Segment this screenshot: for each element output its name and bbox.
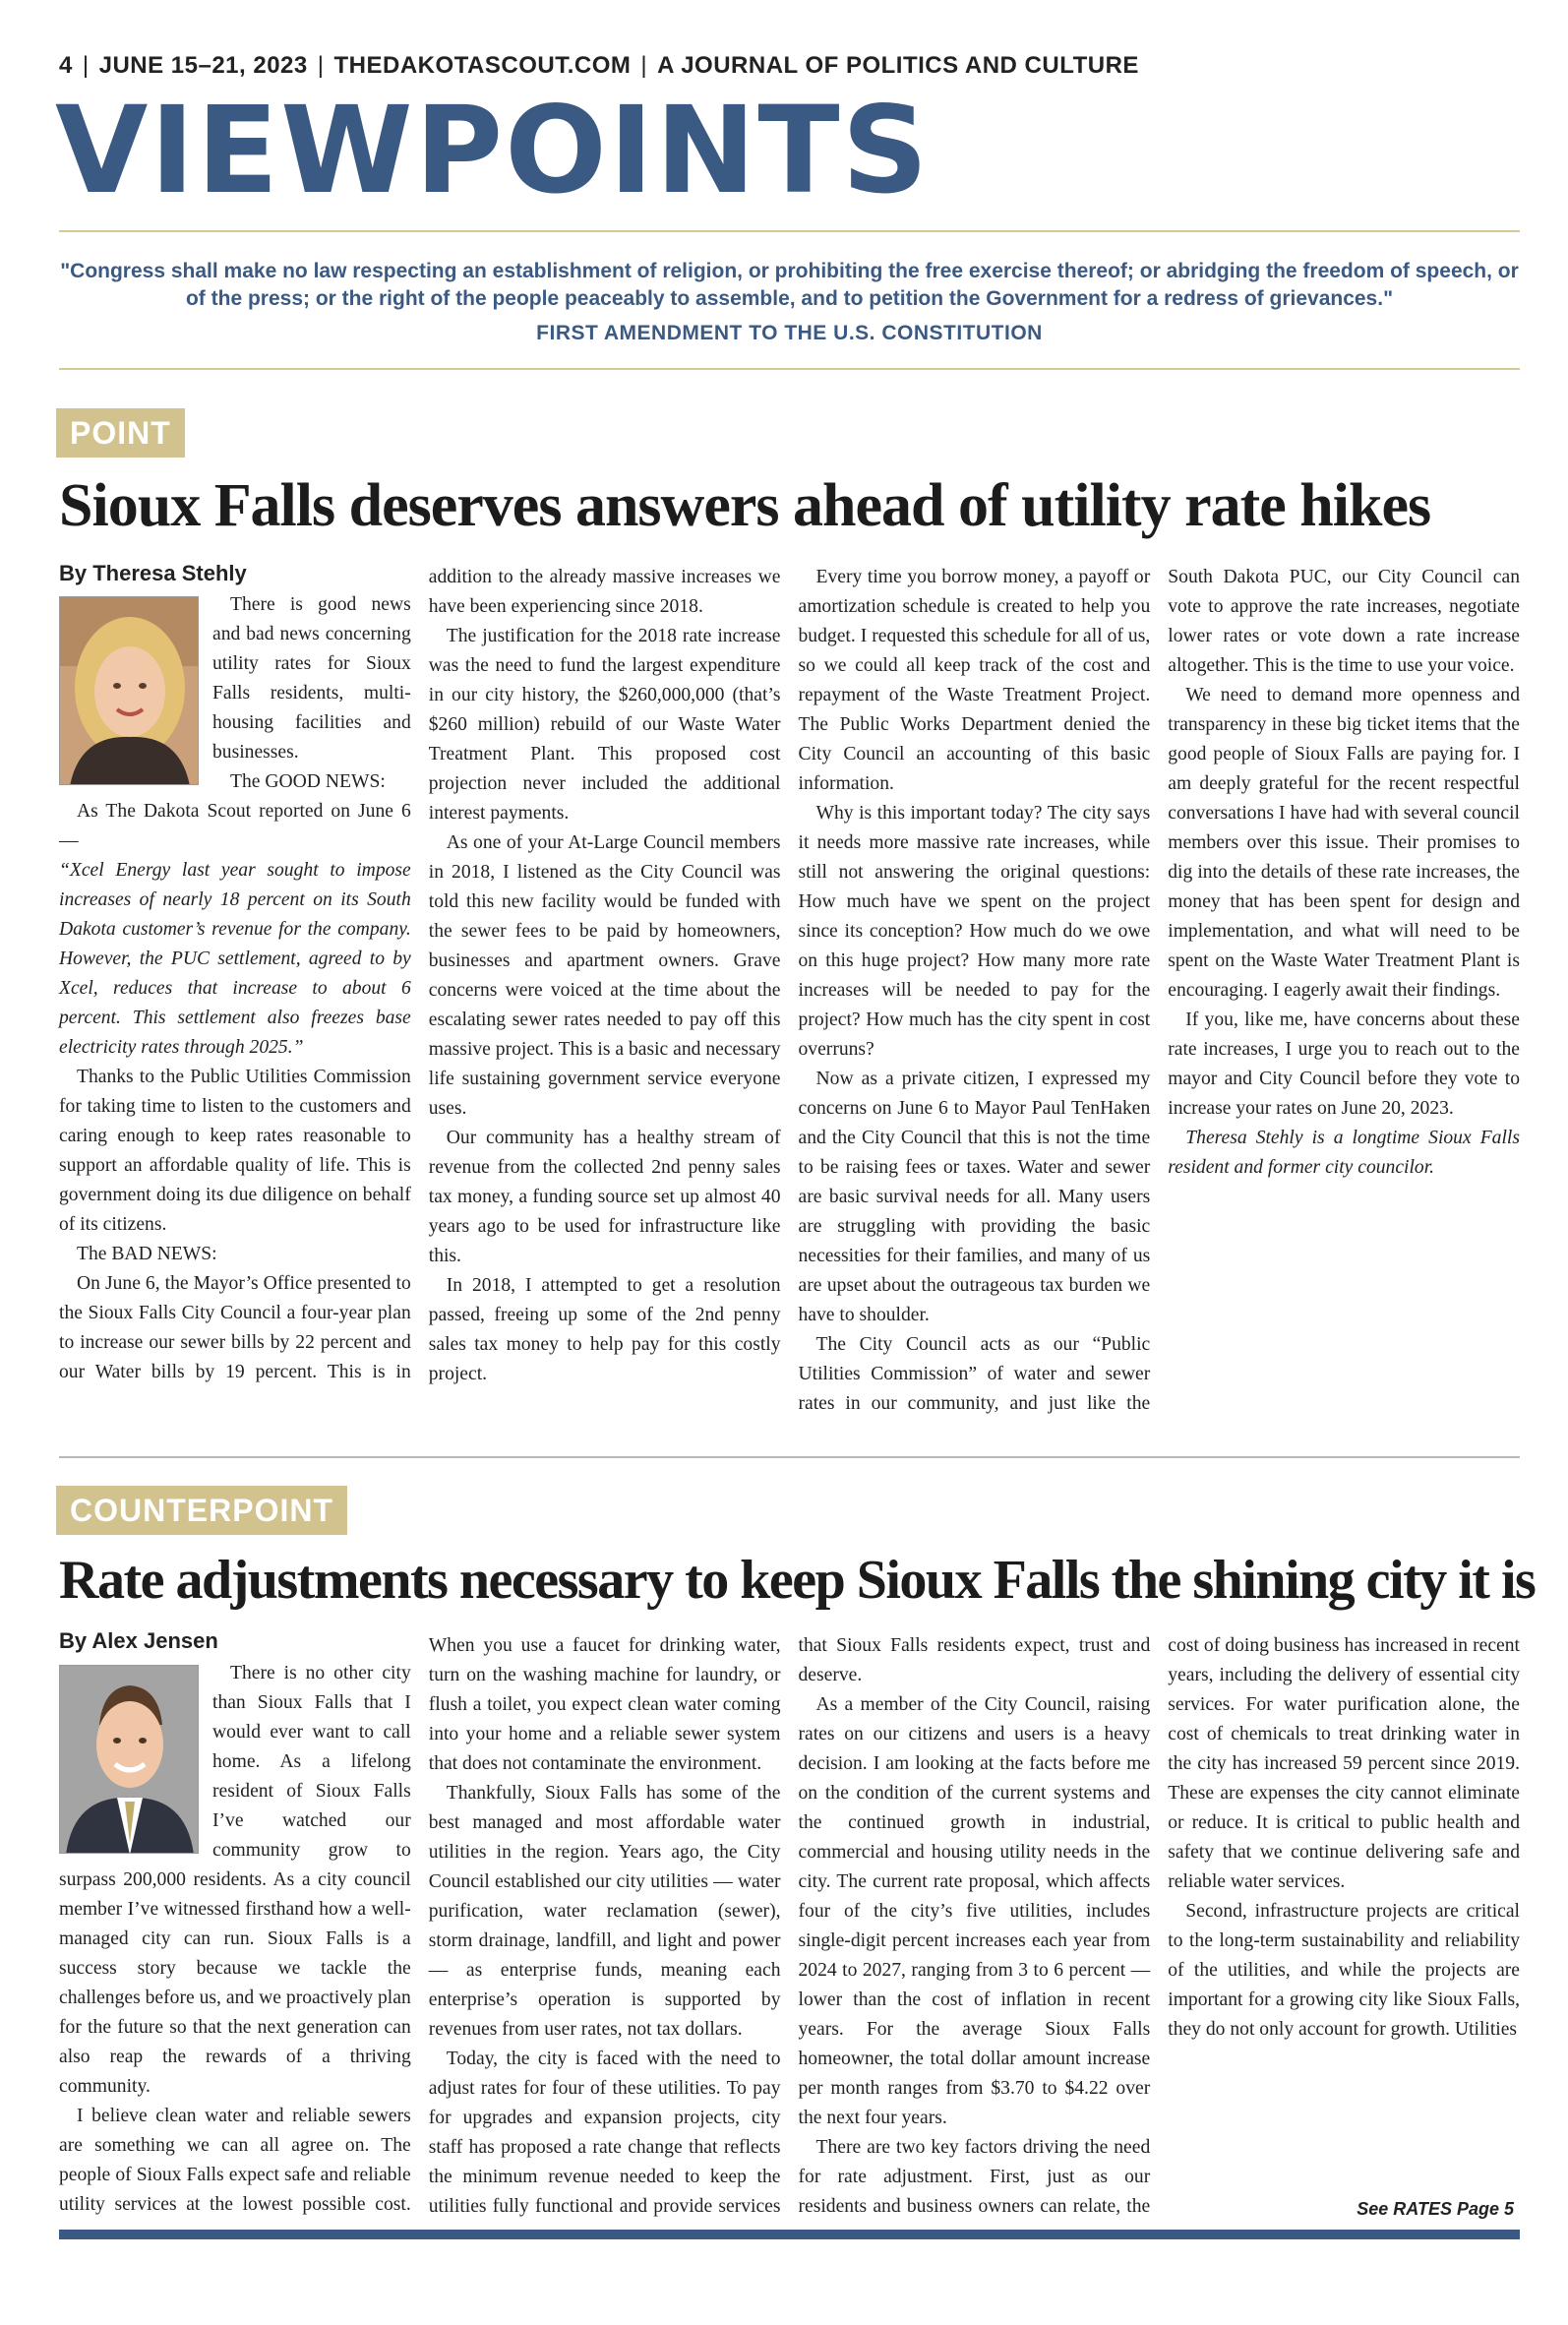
continued-jump-line[interactable]: See RATES Page 5 bbox=[1357, 2199, 1514, 2219]
website-link[interactable]: THEDAKOTASCOUT.COM bbox=[333, 52, 632, 79]
point-paragraph: There is good news and bad news concerning utility rates for Sioux Falls residents, multi-housing facilities and businesses. bbox=[212, 594, 411, 763]
counterpoint-paragraph: Thankfully, Sioux Falls has some of the best managed and most affordable water utilities in the region. Years ago, the City Council established our city utilities — water purification, water reclamation (sewer), storm drainage, landfill, and light and power — as enterprise funds, meaning each enterprise’s operation is supported by revenues from user rates, not tax dollars. bbox=[428, 1783, 781, 2040]
portrait-stehly-icon bbox=[60, 597, 199, 785]
point-paragraph: Every time you borrow money, a payoff or amortization schedule is created to help you budget. I requested this schedule for all of us, so we could all keep track of the cost and repayment of the Waste Treatment Project. The Public Works Department denied the City Council an accounting of this basic information. bbox=[798, 567, 1151, 794]
issue-date: JUNE 15–21, 2023 bbox=[98, 52, 308, 79]
point-tag: POINT bbox=[56, 408, 185, 458]
point-article-body bbox=[59, 563, 1520, 1429]
counterpoint-paragraph: There are two key factors driving the need for rate adjustment. First, just as our residents and business owners can relate, the cost of doing business has increased in recent years, including the delivery of essential city services. For water purification alone, the cost of chemicals to treat drinking water in the city has increased 59 percent since 2019. These are expenses the city cannot eliminate or reduce. It is critical to public health and safety that we continue delivering safe and reliable water services. bbox=[798, 1635, 1520, 2217]
point-paragraph: The justification for the 2018 rate increase was the need to fund the largest expenditure in our city history, the $260,000,000 (that’s $260 million) rebuild of our Waste Water Treatment Plant. This proposed cost projection never included the additional interest payments. bbox=[428, 626, 781, 824]
folio-line: 4 | JUNE 15–21, 2023 | THEDAKOTASCOUT.COM | A JOURNAL OF POLITICS AND CULTURE bbox=[59, 52, 1139, 79]
counterpoint-article-body bbox=[59, 1631, 1520, 2222]
counterpoint-paragraph: As a member of the City Council, raising rates on our citizens and users is a heavy decision. I am looking at the facts before me on the condition of the current systems and the continued growth in industrial, commercial and housing utility needs in the city. The current rate proposal, which affects four of the city’s five utilities, includes single-digit percent increases each year from 2024 to 2027, ranging from 3 to 6 percent — lower than the cost of inflation in recent years. For the average Sioux Falls homeowner, the total dollar amount increase per month ranges from $3.70 to $4.22 over the next four years. bbox=[798, 1694, 1151, 2128]
portrait-jensen-icon bbox=[60, 1666, 199, 1854]
point-paragraph: The City Council acts as our “Public Utilities Commission” of water and sewer rates in our community, and just like the South Dakota PUC, our City Council can vote to approve the rate increases, negotiate lower rates or vote down a rate increase altogether. This is the time to use your voice. bbox=[798, 567, 1520, 1414]
amendment-source: FIRST AMENDMENT TO THE U.S. CONSTITUTION bbox=[536, 322, 1043, 344]
point-paragraph: We need to demand more openness and transparency in these big ticket items that the good people of Sioux Falls are paying for. I am deeply grateful for the recent respectful conversations I have had with several council members over this issue. Their promises to dig into the details of these rate increases, the money that has been spent for design and implementation, and what will need to be spent on the Waste Water Treatment Plant is encouraging. I eagerly await their findings. bbox=[1168, 685, 1520, 1001]
masthead-rule bbox=[59, 230, 1520, 232]
point-paragraph: As The Dakota Scout reported on June 6 — bbox=[59, 801, 411, 851]
author-photo-stehly bbox=[59, 596, 199, 785]
counterpoint-paragraph: Second, infrastructure projects are critical to the long-term sustainability and reliability of the utilities, and while the projects are important for a growing city like Sioux Falls, they do not only account for growth. Utilities bbox=[1168, 1901, 1520, 2040]
counterpoint-byline: By Alex Jensen bbox=[59, 1628, 218, 1653]
point-headline: Sioux Falls deserves answers ahead of utility rate hikes bbox=[59, 472, 1431, 539]
point-paragraph: Our community has a healthy stream of revenue from the collected 2nd penny sales tax money, a funding source set up almost 40 years ago to be used for infrastructure like this. bbox=[428, 1128, 781, 1266]
point-paragraph: If you, like me, have concerns about these rate increases, I urge you to reach out to the mayor and City Council before they vote to increase your rates on June 20, 2023. bbox=[1168, 1010, 1520, 1119]
counterpoint-tag: COUNTERPOINT bbox=[56, 1486, 347, 1535]
point-paragraph: The BAD NEWS: bbox=[77, 1244, 217, 1264]
author-photo-jensen bbox=[59, 1665, 199, 1854]
section-divider bbox=[59, 1456, 1520, 1458]
point-paragraph: On June 6, the Mayor’s Office presented to the Sioux Falls City Council a four-year plan to increase our sewer bills by 22 percent and our Water bills by 19 percent. This is in addition to the already massive increases we have been experiencing since 2018. bbox=[59, 567, 781, 1382]
point-author-bio: Theresa Stehly is a longtime Sioux Falls resident and former city councilor. bbox=[1168, 1128, 1520, 1178]
point-paragraph: The GOOD NEWS: bbox=[230, 771, 386, 792]
counterpoint-paragraph: I believe clean water and reliable sewers are something we can all agree on. The people of Sioux Falls expect safe and reliable utility services at the lowest possible cost. When you use a faucet for drinking water, turn on the washing machine for laundry, or flush a toilet, you expect clean water coming into your home and a reliable sewer system that does not contaminate the environment. bbox=[59, 1635, 781, 2215]
footer-bar bbox=[59, 2230, 1520, 2239]
amendment-quote: "Congress shall make no law respecting an establishment of religion, or prohibiting the free exercise thereof; or abridging the freedom of speech, or of the press; or the right of the people peaceably to assemble, and to petition the Government for a redress of grievances." bbox=[60, 260, 1519, 310]
counterpoint-paragraph: Today, the city is faced with the need to adjust rates for four of these utilities. To pay for upgrades and expansion projects, city staff has proposed a rate change that reflects the minimum revenue needed to keep the utilities fully functional and provide services that Sioux Falls residents expect, trust and deserve. bbox=[428, 1635, 1151, 2217]
page-number: 4 bbox=[59, 52, 73, 79]
amendment-rule bbox=[59, 368, 1520, 370]
point-paragraph: As one of your At-Large Council members in 2018, I listened as the City Council was told this new facility would be funded with the sewer fees to be paid by homeowners, businesses and apartment owners. Grave concerns were voiced at the time about the escalating sewer rates needed to pay off this massive project. This is a basic and necessary life sustaining government service everyone uses. bbox=[428, 832, 781, 1119]
counterpoint-headline: Rate adjustments necessary to keep Sioux Falls the shining city it is bbox=[59, 1550, 1536, 1611]
publication-tagline: A JOURNAL OF POLITICS AND CULTURE bbox=[657, 52, 1139, 79]
point-paragraph: Why is this important today? The city says it needs more massive rate increases, while still not answering the original questions: How much have we spent on the project since its conception? How much do we owe on this huge project? How many more rate increases will be needed to pay for the project? How much has the city spent in cost overruns? bbox=[798, 803, 1151, 1060]
counterpoint-paragraph: There is no other city than Sioux Falls that I would ever want to call home. As a lifelong resident of Sioux Falls I’ve watched our community grow to surpass 200,000 residents. As a city council member I’ve witnessed firsthand how a well-managed city can run. Sioux Falls is a success story because we tackle the challenges before us, and we proactively plan for the future so that the next generation can also reap the rewards of a thriving community. bbox=[59, 1663, 411, 2097]
point-byline: By Theresa Stehly bbox=[59, 561, 247, 585]
section-masthead: VIEWPOINTS bbox=[55, 81, 931, 220]
point-paragraph: Now as a private citizen, I expressed my concerns on June 6 to Mayor Paul TenHaken and the City Council that this is not the time to be raising fees or taxes. Water and sewer are basic survival needs for all. Many users are struggling with providing the basic necessities for their families, and many of us are upset about the outrageous tax burden we have to shoulder. bbox=[798, 1069, 1151, 1325]
point-paragraph: Thanks to the Public Utilities Commission for taking time to listen to the customers and caring enough to keep rates reasonable to support an affordable quality of life. This is government doing its due diligence on behalf of its citizens. bbox=[59, 1067, 411, 1235]
point-paragraph: In 2018, I attempted to get a resolution passed, freeing up some of the 2nd penny sales tax money to help pay for this costly project. bbox=[428, 1275, 781, 1384]
point-quote-paragraph: “Xcel Energy last year sought to impose increases of nearly 18 percent on its South Dakota customer’s revenue for the company. However, the PUC settlement, agreed to by Xcel, reduces that increase to about 6 percent. This settlement also freezes base electricity rates through 2025.” bbox=[59, 860, 411, 1058]
